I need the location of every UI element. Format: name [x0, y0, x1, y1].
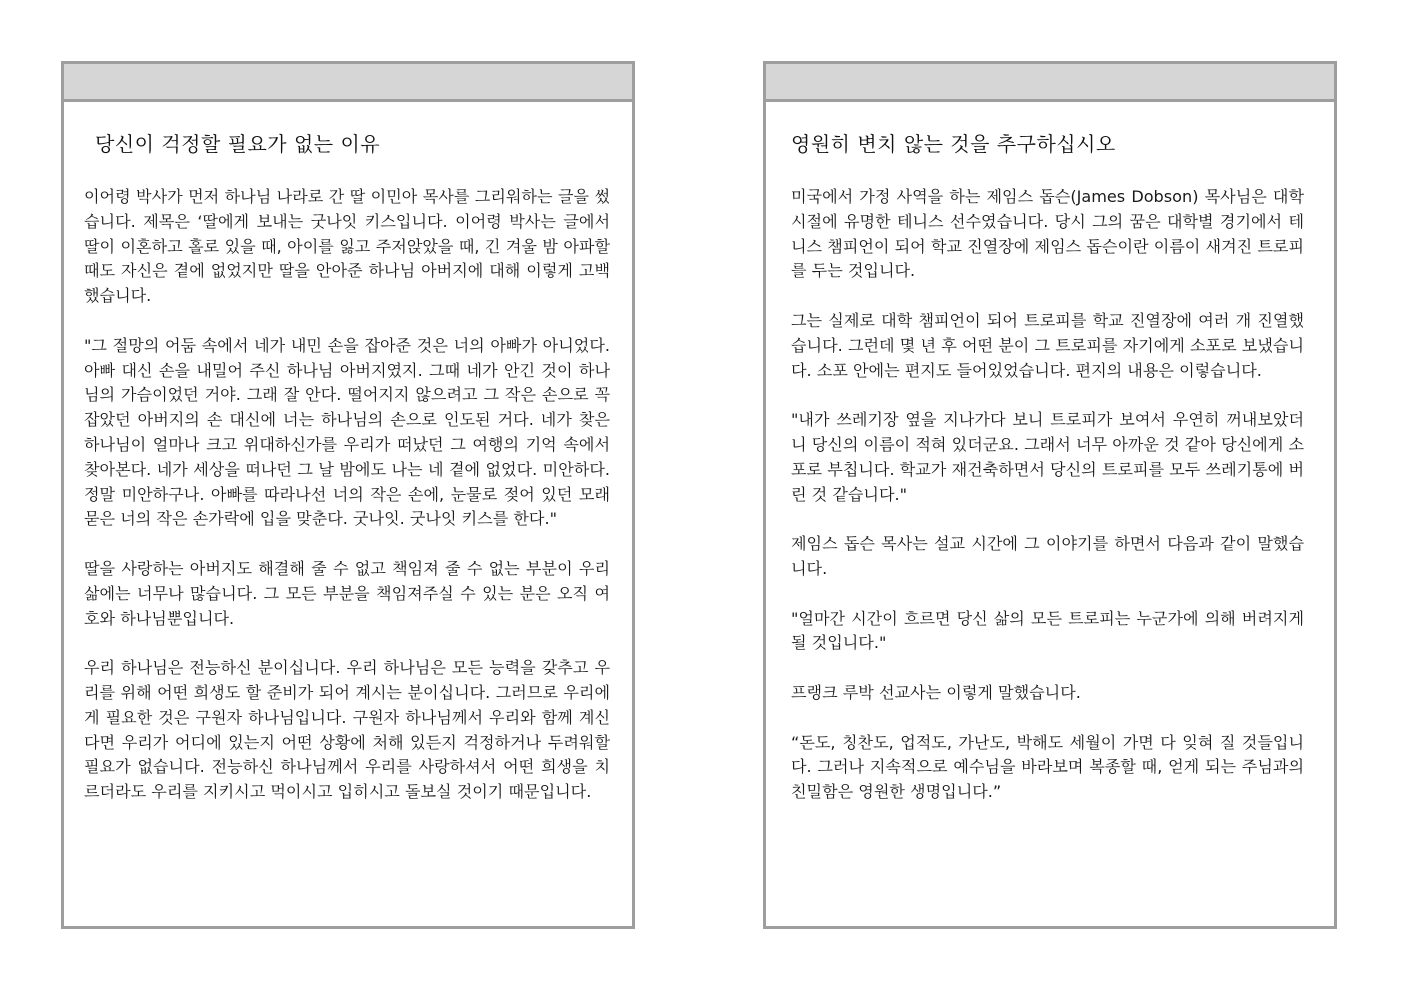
- right-paragraph-7: “돈도, 칭찬도, 업적도, 가난도, 박해도 세월이 가면 다 잊혀 질 것들입니다. 그러나 지속적으로 예수님을 바라보며 복종할 때, 얻게 되는 주님과의 친밀함은 영원한 생명입니다.”: [791, 732, 1304, 802]
- right-page-panel: [763, 61, 1337, 929]
- left-page-body: [84, 185, 610, 830]
- right-paragraph-6: 프랭크 루박 선교사는 이렇게 말했습니다.: [791, 682, 1081, 702]
- left-paragraph-1: 이어령 박사가 먼저 하나님 나라로 간 딸 이민아 목사를 그리워하는 글을 썼습니다. 제목은 ‘딸에게 보내는 굿나잇 키스입니다. 이어령 박사는 글에서 딸이 이혼하고 홀로 있을 때, 아이를 잃고 주저앉았을 때, 긴 겨울 밤 아파할 때도 자신은 곁에 없었지만 딸을 안아준 하나님 아버지에 대해 이렇게 고백했습니다.: [84, 187, 610, 306]
- right-paragraph-3: "내가 쓰레기장 옆을 지나가다 보니 트로피가 보여서 우연히 꺼내보았더니 당신의 이름이 적혀 있더군요. 그래서 너무 아까운 것 같아 당신에게 소포로 부칩니다. 학교가 재건축하면서 당신의 트로피를 모두 쓰레기통에 버린 것 같습니다.": [791, 410, 1304, 504]
- left-paragraph-2: "그 절망의 어둠 속에서 네가 내민 손을 잡아준 것은 너의 아빠가 아니었다. 아빠 대신 손을 내밀어 주신 하나님 아버지였지. 그때 네가 안긴 것이 하나님의 가슴이었던 거야. 그래 잘 안다. 떨어지지 않으려고 그 작은 손으로 꼭 잡았던 아버지의 손 대신에 너는 하나님의 손으로 인도된 거다. 네가 찾은 하나님이 얼마나 크고 위대하신가를 우리가 떠났던 그 여행의 기억 속에서 찾아본다. 네가 세상을 떠나던 그 날 밤에도 나는 네 곁에 없었다. 미안하다. 정말 미안하구나. 아빠를 따라나선 너의 작은 손에, 눈물로 젖어 있던 모래 묻은 너의 작은 손가락에 입을 맞춘다. 굿나잇. 굿나잇 키스를 한다.": [84, 335, 610, 529]
- left-panel-header-bar: [64, 64, 632, 102]
- left-page-panel: [61, 61, 635, 929]
- left-paragraph-3: 딸을 사랑하는 아버지도 해결해 줄 수 없고 책임져 줄 수 없는 부분이 우리 삶에는 너무나 많습니다. 그 모든 부분을 책임져주실 수 있는 분은 오직 여호와 하나님뿐입니다.: [84, 558, 610, 628]
- right-page-body: [791, 185, 1304, 830]
- right-paragraph-4: 제임스 돕슨 목사는 설교 시간에 그 이야기를 하면서 다음과 같이 말했습니다.: [791, 534, 1304, 578]
- left-page-title: 당신이 걱정할 필요가 없는 이유: [95, 132, 381, 156]
- right-paragraph-1: 미국에서 가정 사역을 하는 제임스 돕슨(James Dobson) 목사님은 대학 시절에 유명한 테니스 선수였습니다. 당시 그의 꿈은 대학별 경기에서 테니스 챔피언이 되어 학교 진열장에 제임스 돕슨이란 이름이 새겨진 트로피를 두는 것입니다.: [791, 187, 1304, 281]
- right-paragraph-2: 그는 실제로 대학 챔피언이 되어 트로피를 학교 진열장에 여러 개 진열했습니다. 그런데 몇 년 후 어떤 분이 그 트로피를 자기에게 소포로 보냈습니다. 소포 안에는 편지도 들어있었습니다. 편지의 내용은 이렇습니다.: [791, 310, 1304, 380]
- right-page-title: 영원히 변치 않는 것을 추구하십시오: [791, 132, 1116, 156]
- right-paragraph-5: "얼마간 시간이 흐르면 당신 삶의 모든 트로피는 누군가에 의해 버려지게 될 것입니다.": [791, 608, 1304, 653]
- left-paragraph-4: 우리 하나님은 전능하신 분이십니다. 우리 하나님은 모든 능력을 갖추고 우리를 위해 어떤 희생도 할 준비가 되어 계시는 분이십니다. 그러므로 우리에게 필요한 것은 구원자 하나님입니다. 구원자 하나님께서 우리와 함께 계신다면 우리가 어디에 있는지 어떤 상황에 처해 있든지 걱정하거나 두려워할 필요가 없습니다. 전능하신 하나님께서 우리를 사랑하셔서 어떤 희생을 치르더라도 우리를 지키시고 먹이시고 입히시고 돌보실 것이기 때문입니다.: [84, 658, 610, 802]
- right-panel-header-bar: [766, 64, 1334, 102]
